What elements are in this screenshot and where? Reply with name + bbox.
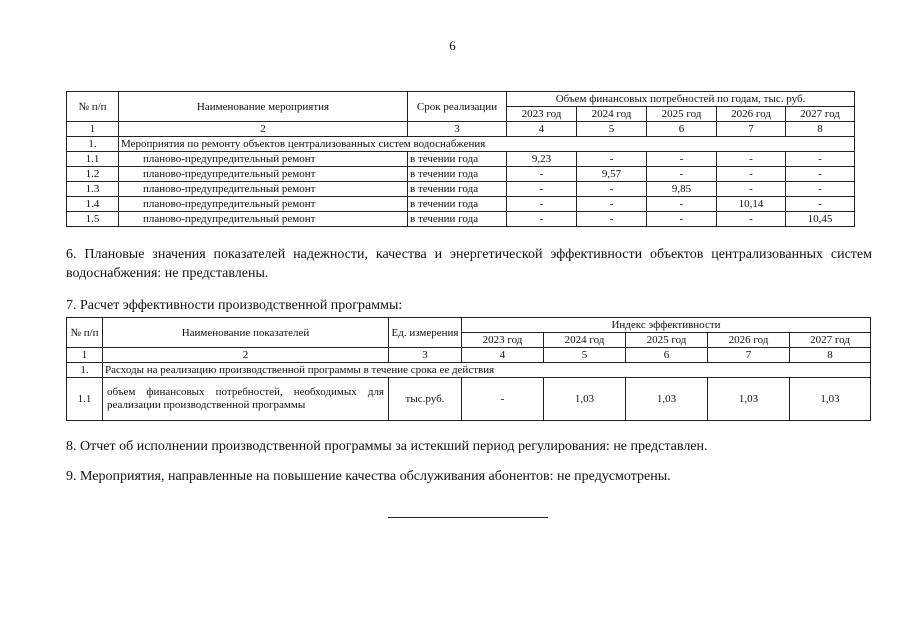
row-value: - (507, 167, 577, 182)
column-number: 8 (786, 122, 855, 137)
row-value: 9,85 (647, 182, 717, 197)
year-header: 2024 год (577, 107, 647, 122)
paragraph-7: 7. Расчет эффективности производственной программы: (66, 298, 403, 313)
row-value: - (647, 167, 717, 182)
row-term: в течении года (408, 152, 507, 167)
row-value: 10,45 (786, 212, 855, 227)
row-unit: тыс.руб. (389, 378, 462, 421)
row-value: 1,03 (790, 378, 871, 421)
row-num: 1.3 (67, 182, 119, 197)
row-value: 9,23 (507, 152, 577, 167)
section-num: 1. (67, 137, 119, 152)
column-number-row (67, 348, 871, 363)
row-value: - (786, 152, 855, 167)
row-value: - (462, 378, 544, 421)
row-value: - (577, 197, 647, 212)
row-value: - (717, 212, 786, 227)
year-header: 2023 год (507, 107, 577, 122)
column-number: 3 (389, 348, 462, 363)
row-value: 1,03 (544, 378, 626, 421)
row-term: в течении года (408, 167, 507, 182)
col-header-group: Объем финансовых потребностей по годам, тыс. руб. (507, 92, 855, 107)
row-value: - (647, 197, 717, 212)
col-header-num: № п/п (67, 318, 103, 348)
row-num: 1.4 (67, 197, 119, 212)
column-number: 2 (119, 122, 408, 137)
row-name: объем финансовых потребностей, необходимых для реализации производственной программы (103, 378, 389, 421)
column-number: 7 (708, 348, 790, 363)
year-header: 2023 год (462, 333, 544, 348)
col-header-group: Индекс эффективности (462, 318, 871, 333)
row-value: - (786, 167, 855, 182)
row-term: в течении года (408, 182, 507, 197)
row-term: в течении года (408, 197, 507, 212)
section-row (67, 137, 855, 152)
year-header: 2026 год (708, 333, 790, 348)
column-number: 2 (103, 348, 389, 363)
column-number: 5 (577, 122, 647, 137)
table-row (67, 212, 855, 227)
section-num: 1. (67, 363, 103, 378)
table-row (67, 378, 871, 421)
row-value: - (717, 152, 786, 167)
column-number: 6 (626, 348, 708, 363)
page-number: 6 (449, 38, 456, 53)
row-num: 1.1 (67, 378, 103, 421)
col-header-name: Наименование показателей (103, 318, 389, 348)
row-value: - (786, 197, 855, 212)
column-number: 5 (544, 348, 626, 363)
efficiency-table (66, 317, 871, 421)
year-header: 2027 год (790, 333, 871, 348)
col-header-name: Наименование мероприятия (119, 92, 408, 122)
row-name: планово-предупредительный ремонт (119, 182, 408, 197)
table-row (67, 182, 855, 197)
row-name: планово-предупредительный ремонт (119, 212, 408, 227)
col-header-unit: Ед. измерения (389, 318, 462, 348)
year-header: 2025 год (647, 107, 717, 122)
closing-divider (388, 517, 548, 518)
paragraph-9: 9. Мероприятия, направленные на повышение качества обслуживания абонентов: не предусмотрены. (66, 469, 671, 484)
row-value: - (647, 152, 717, 167)
row-value: - (717, 182, 786, 197)
col-header-term: Срок реализации (408, 92, 507, 122)
row-value: - (717, 167, 786, 182)
row-value: - (507, 212, 577, 227)
row-value: 9,57 (577, 167, 647, 182)
year-header: 2024 год (544, 333, 626, 348)
row-value: - (577, 152, 647, 167)
row-num: 1.1 (67, 152, 119, 167)
row-value: - (577, 212, 647, 227)
col-header-num: № п/п (67, 92, 119, 122)
row-value: 10,14 (717, 197, 786, 212)
column-number-row (67, 122, 855, 137)
row-name: планово-предупредительный ремонт (119, 152, 408, 167)
paragraph-8: 8. Отчет об исполнении производственной программы за истекший период регулирования: не представлен. (66, 439, 708, 454)
row-value: - (507, 182, 577, 197)
row-value: - (647, 212, 717, 227)
row-value: 1,03 (626, 378, 708, 421)
section-title: Мероприятия по ремонту объектов централизованных систем водоснабжения (119, 137, 855, 152)
financial-needs-table (66, 91, 855, 227)
section-row (67, 363, 871, 378)
column-number: 8 (790, 348, 871, 363)
row-value: - (507, 197, 577, 212)
column-number: 1 (67, 348, 103, 363)
year-header: 2027 год (786, 107, 855, 122)
paragraph-6: 6. Плановые значения показателей надежности, качества и энергетической эффективности объектов централизованных систем водоснабжения: не представлены. (66, 247, 872, 281)
column-number: 4 (507, 122, 577, 137)
table-row (67, 167, 855, 182)
row-value: - (577, 182, 647, 197)
column-number: 4 (462, 348, 544, 363)
year-header: 2025 год (626, 333, 708, 348)
row-value: 1,03 (708, 378, 790, 421)
table-row (67, 197, 855, 212)
table-row (67, 152, 855, 167)
row-term: в течении года (408, 212, 507, 227)
year-header: 2026 год (717, 107, 786, 122)
column-number: 6 (647, 122, 717, 137)
column-number: 3 (408, 122, 507, 137)
row-name: планово-предупредительный ремонт (119, 197, 408, 212)
column-number: 1 (67, 122, 119, 137)
row-num: 1.5 (67, 212, 119, 227)
row-name: планово-предупредительный ремонт (119, 167, 408, 182)
row-value: - (786, 182, 855, 197)
column-number: 7 (717, 122, 786, 137)
section-title: Расходы на реализацию производственной программы в течение срока ее действия (103, 363, 871, 378)
row-num: 1.2 (67, 167, 119, 182)
